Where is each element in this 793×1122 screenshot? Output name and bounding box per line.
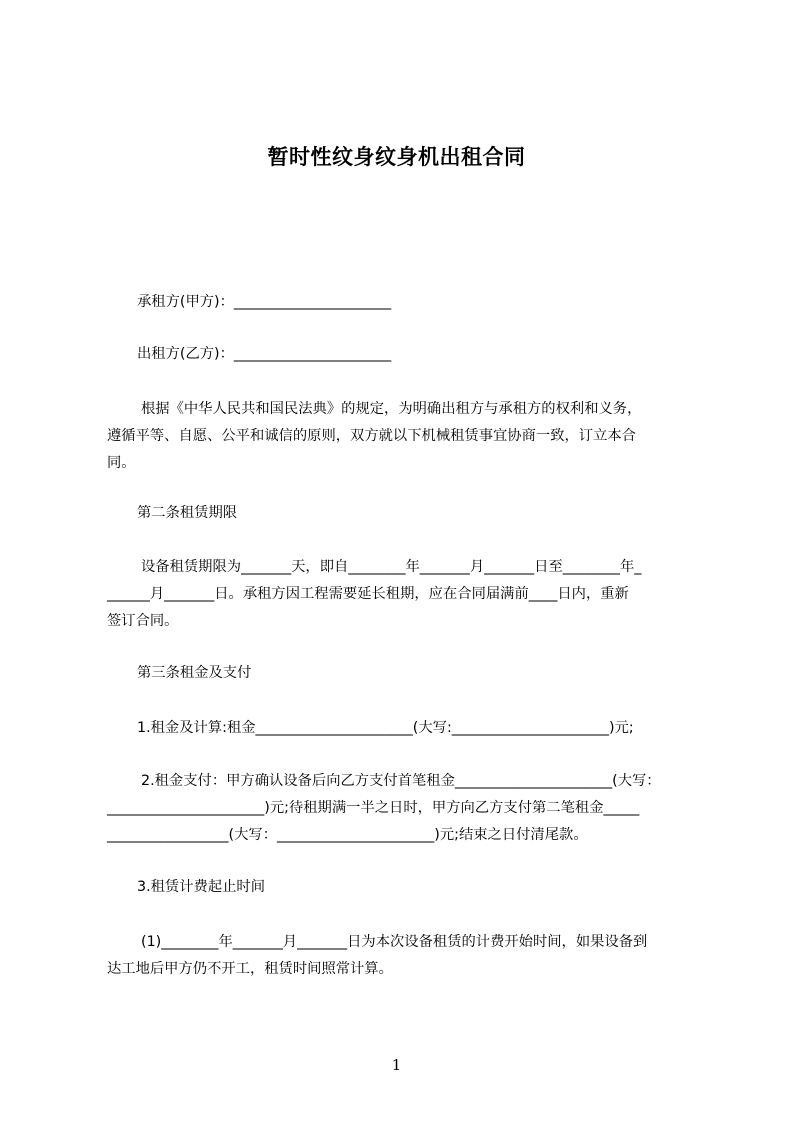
preamble-line-3: 同。 [107, 455, 136, 471]
item2-line-1: 2.租金支付：甲方确认设备后向乙方支付首笔租金______________________(大写： [141, 773, 661, 789]
item3-1-line-2: 达工地后甲方仍不开工，租赁时间照常计算。 [107, 961, 393, 977]
article3-heading: 第三条租金及支付 [137, 665, 252, 681]
lessor-line: 出租方(乙方)：______________________ [137, 346, 392, 362]
item2-line-3: _________________(大写：______________________)元;结束之日付清尾款。 [107, 827, 588, 843]
article2-line-3: 签订合同。 [107, 613, 179, 629]
document-title: 暂时性纹身纹身机出租合同 [267, 145, 526, 169]
article2-heading: 第二条租赁期限 [137, 505, 238, 521]
lessee-line: 承租方(甲方)：______________________ [137, 294, 392, 310]
item1-line: 1.租金及计算:租金______________________(大写:______________________)元; [137, 720, 634, 736]
article2-line-2: ______月_______日。承租方因工程需要延长租期，应在合同届满前____日内，重新 [107, 586, 629, 602]
preamble-line-2: 遵循平等、自愿、公平和诚信的原则，双方就以下机械租赁事宜协商一致，订立本合 [107, 428, 636, 444]
item2-line-2: ______________________)元;待租期满一半之日时，甲方向乙方支付第二笔租金_____ [107, 800, 640, 816]
article2-line-1: 设备租赁期限为_______天，即自________年_______月_______日至________年_ [141, 559, 642, 575]
page-number: 1 [391, 1056, 402, 1074]
preamble-line-1: 根据《中华人民共和国民法典》的规定，为明确出租方与承租方的权利和义务， [141, 401, 642, 417]
item3-1-line-1: (1)________年_______月_______日为本次设备租赁的计费开始时间，如果设备到 [141, 934, 648, 950]
item3-heading: 3.租赁计费起止时间 [137, 879, 266, 895]
